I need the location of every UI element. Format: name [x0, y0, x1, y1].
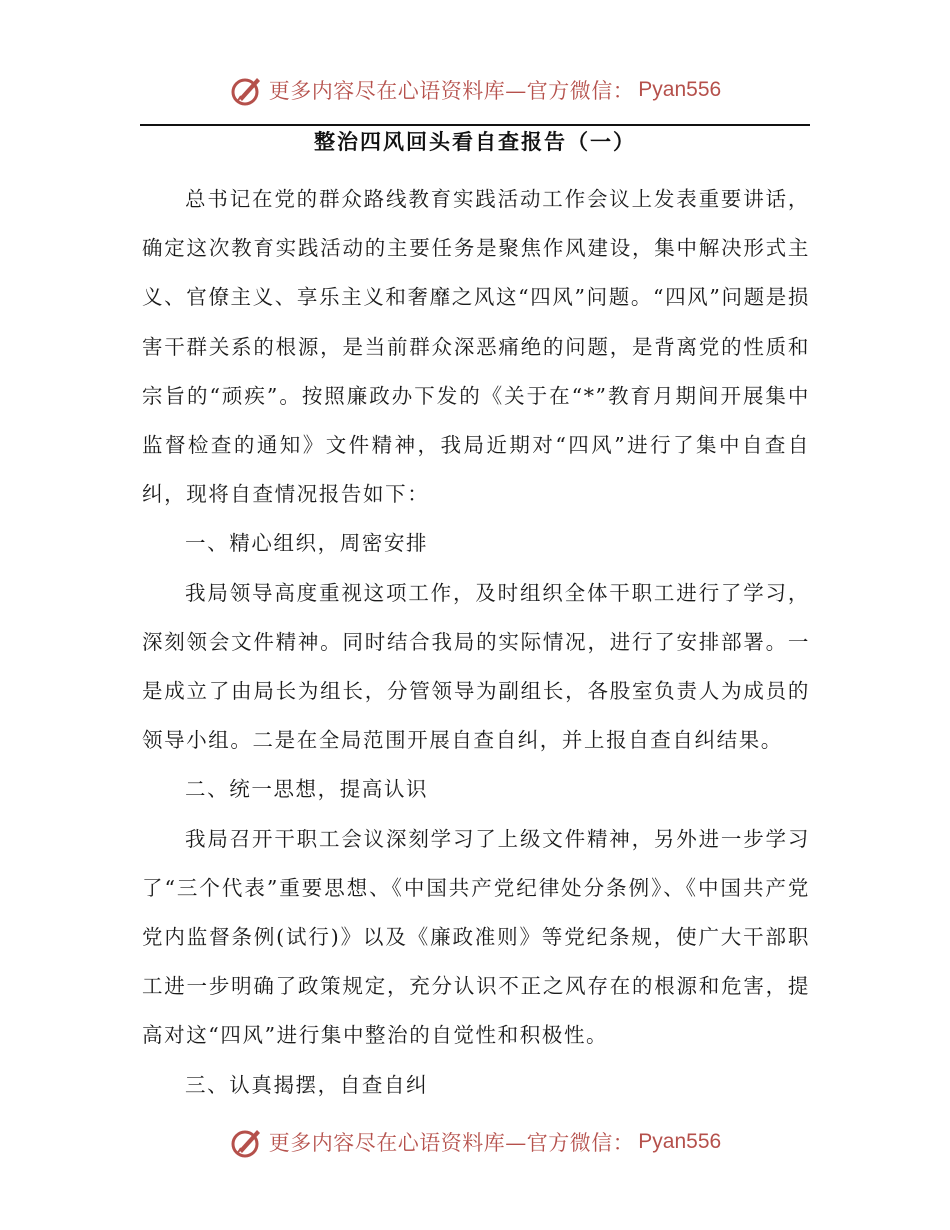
- paragraph-section-2: 我局召开干职工会议深刻学习了上级文件精神，另外进一步学习了“三个代表”重要思想、《中国共产党纪律处分条例》、《中国共产党党内监督条例(试行)》以及《廉政准则》等党纪条规，使广大干部职工进一步明确了政策规定，充分认识不正之风存在的根源和危害，提高对这“四风”进行集中整治的自觉性和积极性。: [142, 826, 810, 1048]
- header-banner: [0, 70, 950, 110]
- banner-text: 更多内容尽在心语资料库—官方微信：: [268, 1131, 635, 1155]
- paragraph-intro: 总书记在党的群众路线教育实践活动工作会议上发表重要讲话，确定这次教育实践活动的主要任务是聚焦作风建设，集中解决形式主义、官僚主义、享乐主义和奢靡之风这“四风”问题。“四风”问题是损害干群关系的根源，是当前群众深恶痛绝的问题，是背离党的性质和宗旨的“顽疾”。按照廉政办下发的《关于在“*”教育月期间开展集中监督检查的通知》文件精神，我局近期对“四风”进行了集中自查自纠，现将自查情况报告如下：: [142, 187, 810, 507]
- heading-section-2: 二、统一思想，提高认识: [185, 777, 429, 802]
- banner-wechat-id: Pyan556: [638, 78, 722, 101]
- quill-logo-icon: [229, 1124, 265, 1160]
- heading-section-1: 一、精心组织，周密安排: [185, 531, 429, 556]
- document-title: 整治四风回头看自查报告（一）: [314, 130, 636, 154]
- heading-section-3: 三、认真揭摆，自查自纠: [185, 1072, 429, 1097]
- banner-wechat-id: Pyan556: [638, 1130, 722, 1153]
- banner-text: 更多内容尽在心语资料库—官方微信：: [268, 79, 635, 103]
- document-body: [142, 175, 810, 1110]
- footer-banner: [0, 1122, 950, 1162]
- quill-logo-icon: [229, 72, 265, 108]
- paragraph-section-1: 我局领导高度重视这项工作，及时组织全体干职工进行了学习，深刻领会文件精神。同时结合我局的实际情况，进行了安排部署。一是成立了由局长为组长，分管领导为副组长，各股室负责人为成员的领导小组。二是在全局范围开展自查自纠，并上报自查自纠结果。: [142, 580, 810, 753]
